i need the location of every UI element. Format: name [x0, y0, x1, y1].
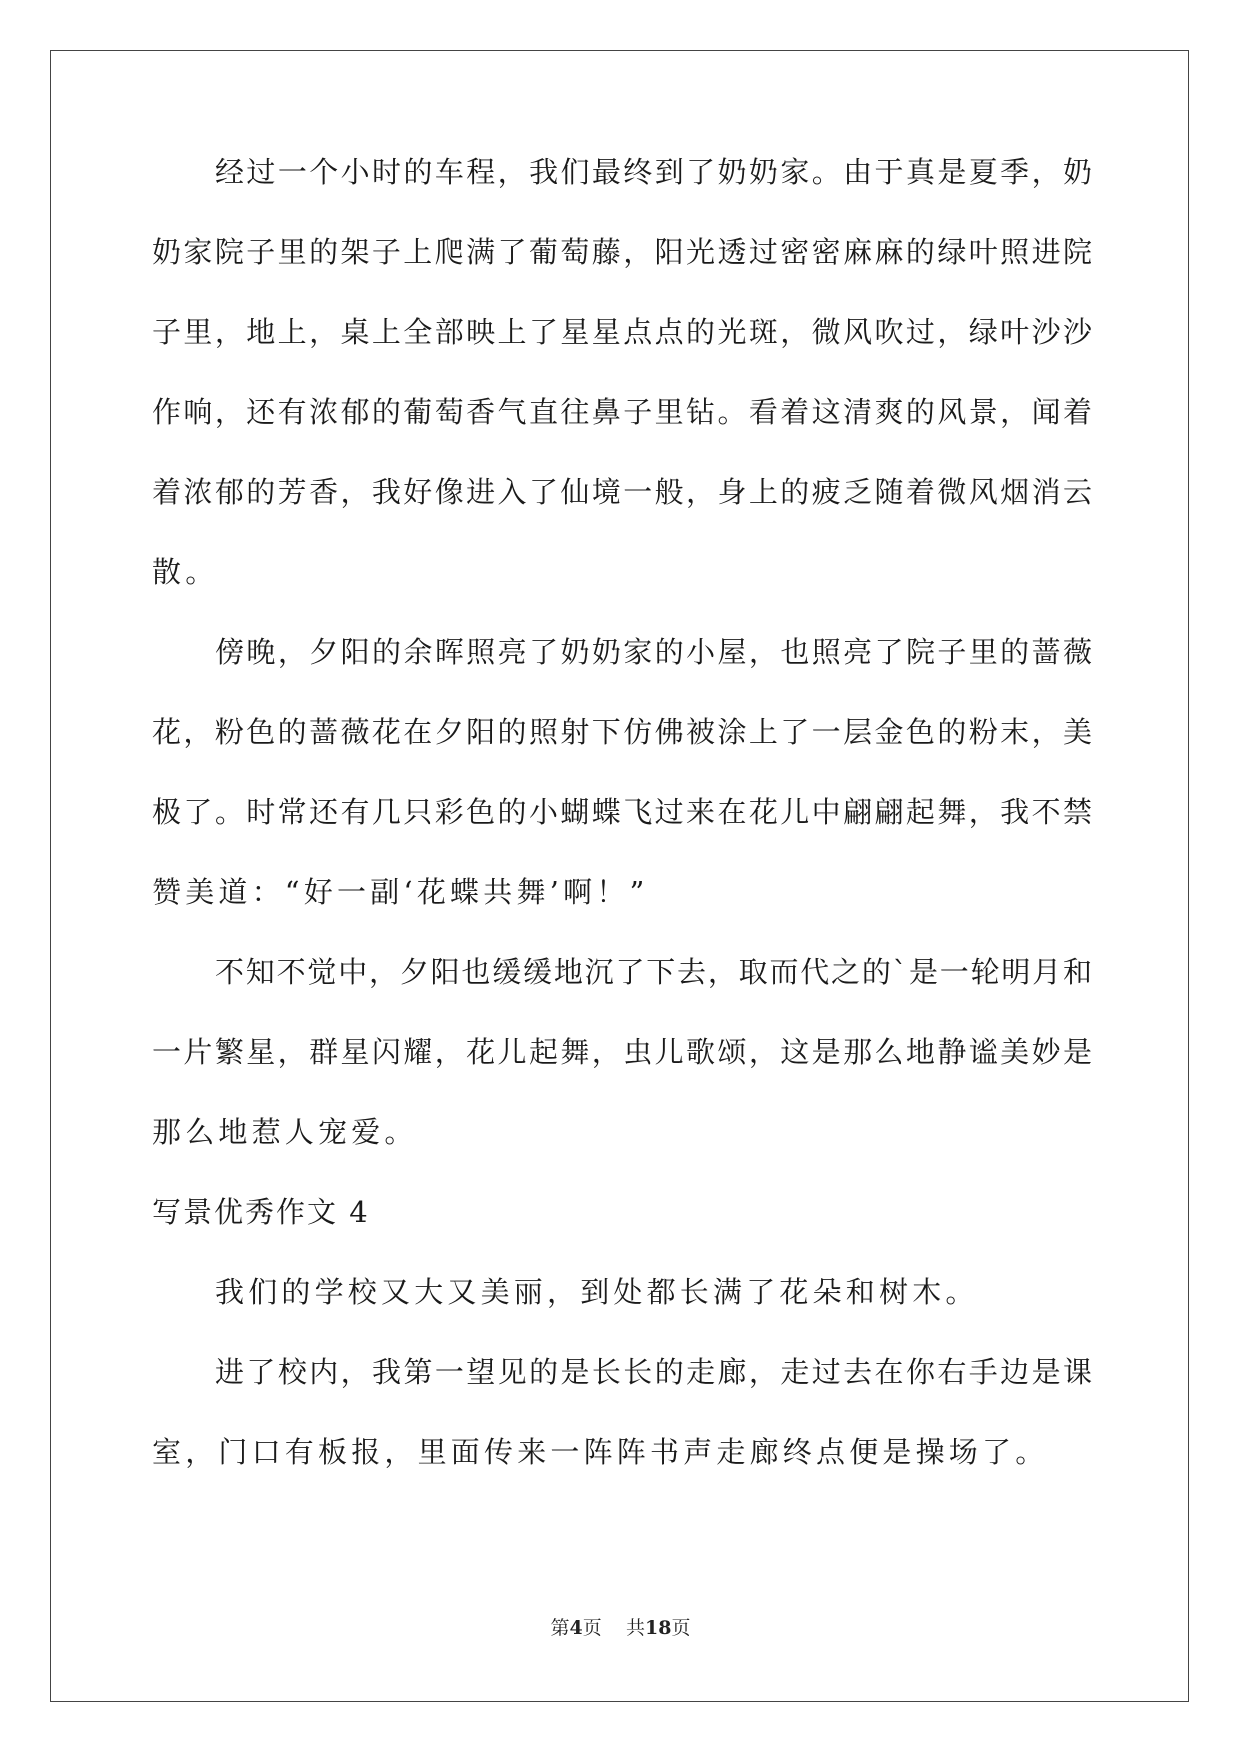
- paragraph-3-line-3: 那么地惹人宠爱。: [152, 1115, 418, 1149]
- paragraph-4-line-1: 我们的学校又大又美丽，到处都长满了花朵和树木。: [215, 1275, 979, 1309]
- footer-page-suffix: 页: [582, 1617, 602, 1639]
- paragraph-5-line-2: 室，门口有板报，里面传来一阵阵书声走廊终点便是操场了。: [152, 1435, 1049, 1469]
- footer-page-prefix: 第: [550, 1617, 570, 1639]
- paragraph-1-line-5: 着浓郁的芳香，我好像进入了仙境一般，身上的疲乏随着微风烟消云: [152, 475, 1092, 509]
- page-footer: [0, 1616, 1241, 1640]
- footer-total-pages: 18: [644, 1617, 672, 1639]
- paragraph-1-line-1: 经过一个小时的车程，我们最终到了奶奶家。由于真是夏季，奶: [215, 155, 1092, 189]
- paragraph-3-line-2: 一片繁星，群星闪耀，花儿起舞，虫儿歌颂，这是那么地静谧美妙是: [152, 1035, 1092, 1069]
- paragraph-2-line-4: 赞美道：“好一副‘花蝶共舞’啊！”: [152, 875, 649, 909]
- footer-total-suffix: 页: [671, 1617, 691, 1639]
- paragraph-2-line-2: 花，粉色的蔷薇花在夕阳的照射下仿佛被涂上了一层金色的粉末，美: [152, 715, 1092, 749]
- footer-page-number: 4: [569, 1617, 583, 1639]
- paragraph-1-line-2: 奶家院子里的架子上爬满了葡萄藤，阳光透过密密麻麻的绿叶照进院: [152, 235, 1092, 269]
- paragraph-1-line-6: 散。: [152, 555, 219, 589]
- paragraph-2-line-1: 傍晚，夕阳的余晖照亮了奶奶家的小屋，也照亮了院子里的蔷薇: [215, 635, 1092, 669]
- paragraph-3-line-1: 不知不觉中，夕阳也缓缓地沉了下去，取而代之的`是一轮明月和: [215, 955, 1092, 989]
- footer-total-prefix: 共: [625, 1617, 645, 1639]
- paragraph-1-line-3: 子里，地上，桌上全部映上了星星点点的光斑，微风吹过，绿叶沙沙: [152, 315, 1092, 349]
- paragraph-5-line-1: 进了校内，我第一望见的是长长的走廊，走过去在你右手边是课: [215, 1355, 1092, 1389]
- paragraph-1-line-4: 作响，还有浓郁的葡萄香气直往鼻子里钻。看着这清爽的风景，闻着: [152, 395, 1092, 429]
- section-heading: 写景优秀作文 4: [152, 1195, 370, 1229]
- paragraph-2-line-3: 极了。时常还有几只彩色的小蝴蝶飞过来在花儿中翩翩起舞，我不禁: [152, 795, 1092, 829]
